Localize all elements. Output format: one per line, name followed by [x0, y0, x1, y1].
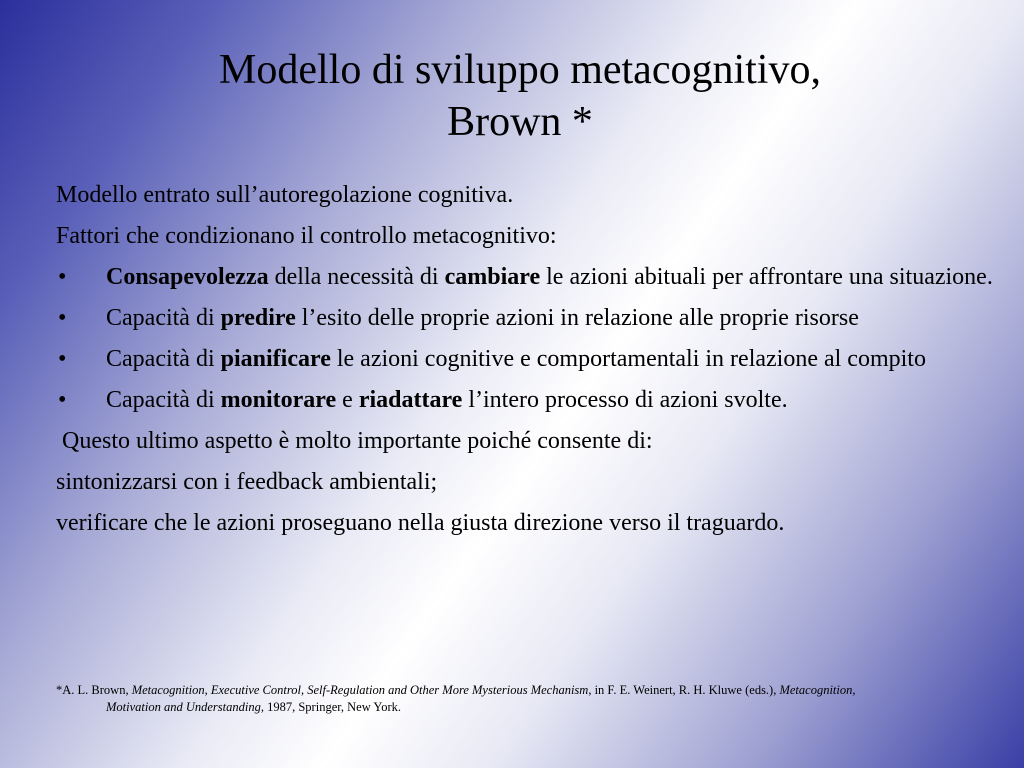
title-line-1: Modello di sviluppo metacognitivo, — [219, 47, 821, 93]
bullet-item-predire — [56, 301, 996, 335]
bold-term: monitorare — [220, 387, 337, 413]
bold-term: riadattare — [358, 387, 463, 413]
closing-line-2: sintonizzarsi con i feedback ambientali; — [56, 469, 438, 495]
closing-line-1: Questo ultimo aspetto è molto importante poiché consente di: — [62, 428, 653, 454]
intro-line-1: Modello entrato sull’autoregolazione cognitiva. — [56, 182, 514, 208]
bullet-marker: • — [58, 264, 67, 290]
slide-title — [120, 44, 920, 148]
bullet-marker: • — [58, 346, 67, 372]
bullet-text: Capacità di monitorare e riadattare l’intero processo di azioni svolte. — [106, 387, 788, 413]
intro-line-2: Fattori che condizionano il controllo metacognitivo: — [56, 223, 557, 249]
bullet-marker: • — [58, 305, 67, 331]
bullet-marker: • — [58, 387, 67, 413]
title-line-2: Brown * — [447, 99, 593, 145]
bold-term: pianificare — [220, 346, 331, 372]
bullet-item-monitorare — [56, 383, 996, 417]
bold-term: cambiare — [444, 264, 541, 290]
bullet-text: Consapevolezza della necessità di cambiare le azioni abituali per affrontare una situazione. — [106, 264, 993, 290]
bullet-item-consapevolezza — [56, 260, 996, 294]
bullet-text: Capacità di predire l’esito delle proprie azioni in relazione alle proprie risorse — [106, 305, 859, 331]
bold-term: Consapevolezza — [106, 264, 269, 290]
bullet-item-pianificare — [56, 342, 996, 376]
bullet-text: Capacità di pianificare le azioni cognitive e comportamentali in relazione al compito — [106, 346, 926, 372]
bold-term: predire — [220, 305, 296, 331]
cited-book-title-cont: Motivation and Understanding, — [106, 700, 264, 714]
cited-work-title: Metacognition, Executive Control, Self-Regulation and Other More Mysterious Mechanism — [131, 683, 589, 697]
slide-body — [56, 178, 996, 547]
cited-book-title: Metacognition, — [779, 683, 856, 697]
closing-line-3: verificare che le azioni proseguano nella giusta direzione verso il traguardo. — [56, 510, 785, 536]
footnote-citation: *A. L. Brown, Metacognition, Executive Control, Self-Regulation and Other More Mysterious Mechanism, in F. E. Weinert, R. H. Kluwe (eds.), Metacognition, Motivation and Understanding, 1987, Springer, New York. — [56, 683, 856, 714]
